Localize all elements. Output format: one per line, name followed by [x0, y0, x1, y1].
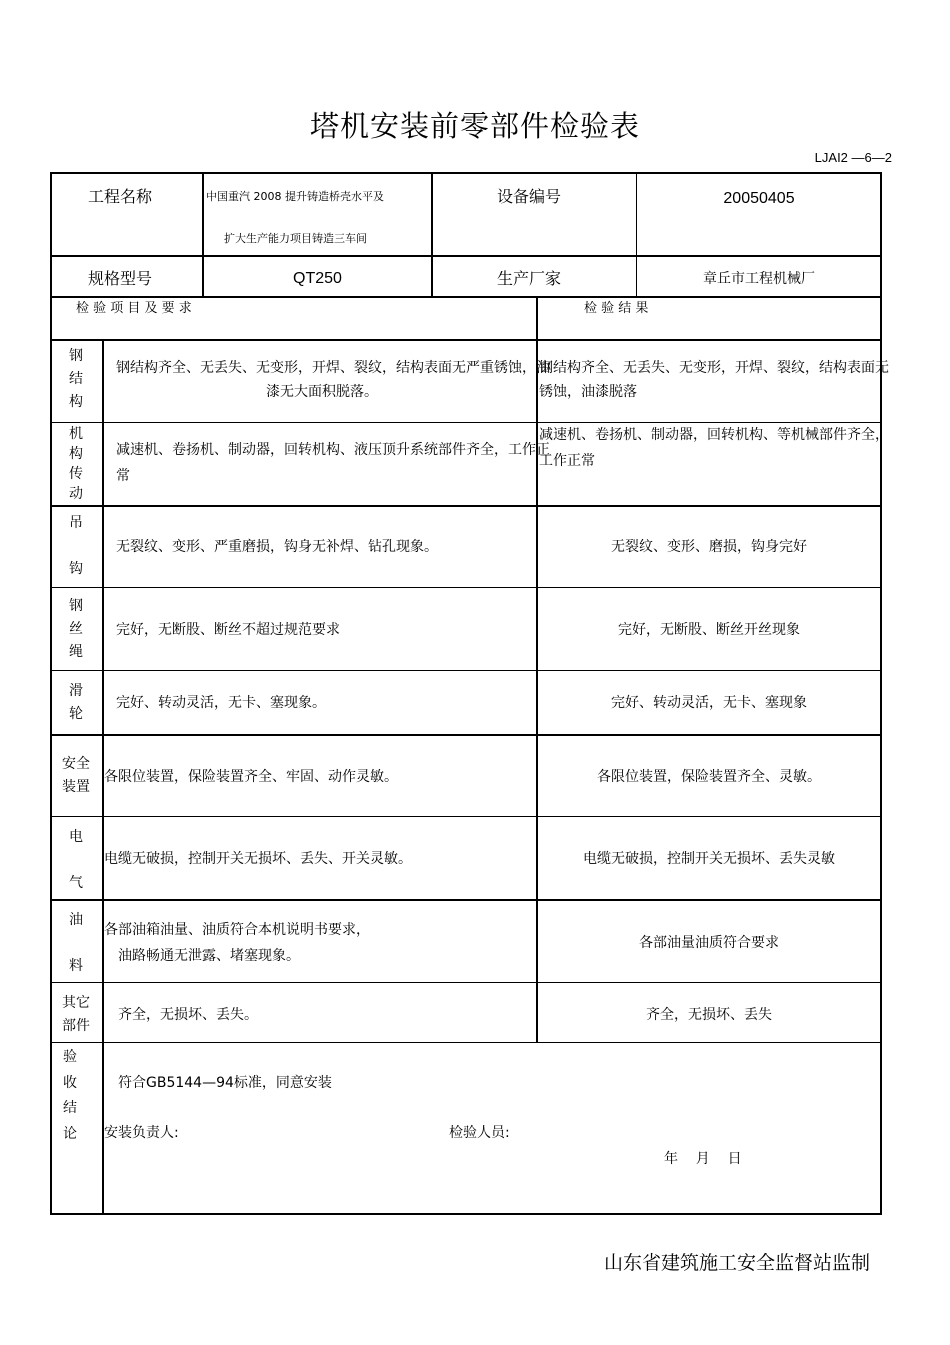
- row-result: 完好，无断股、断丝开丝现象: [618, 622, 800, 638]
- date-label: 年 月 日: [664, 1151, 742, 1167]
- row-result: 各限位装置，保险装置齐全、灵敏。: [597, 769, 821, 785]
- row-result: 工作正常: [539, 453, 595, 469]
- row-requirement: 完好，无断股、断丝不超过规范要求: [116, 622, 340, 638]
- row-result: 减速机、卷扬机、制动器，回转机构、等机械部件齐全，: [539, 427, 889, 443]
- row-category: 吊 钩: [69, 515, 83, 577]
- row-category: 机 构 传 动: [69, 426, 83, 502]
- project-name-line2: 扩大生产能力项目铸造三车间: [224, 232, 367, 245]
- installer-label: 安装负责人:: [104, 1125, 179, 1141]
- row-category: 钢 丝 绳: [69, 598, 83, 660]
- conclusion-category: 验 收 结 论: [63, 1049, 77, 1142]
- results-header: 检 验 结 果: [584, 301, 649, 316]
- conclusion-text: 符合GB5144—94标准，同意安装: [118, 1075, 332, 1091]
- row-requirement: 完好、转动灵活，无卡、塞现象。: [116, 695, 326, 711]
- project-name-line1: 中国重汽 2008 提升铸造桥壳水平及: [206, 190, 384, 203]
- row-category: 电 气: [69, 829, 83, 891]
- row-category: 安全 装置: [62, 756, 90, 795]
- requirements-header: 检 验 项 目 及 要 求: [76, 301, 192, 316]
- row-result: 无裂纹、变形、磨损，钩身完好: [611, 539, 807, 555]
- row-requirement: 常: [116, 468, 130, 484]
- footer-issuer: 山东省建筑施工安全监督站监制: [603, 1252, 870, 1274]
- row-result: 完好、转动灵活，无卡、塞现象: [611, 695, 807, 711]
- row-category: 其它 部件: [62, 995, 90, 1034]
- row-requirement: 无裂纹、变形、严重磨损，钩身无补焊、钻孔现象。: [116, 539, 438, 555]
- row-requirement: 电缆无破损，控制开关无损坏、丢失、开关灵敏。: [104, 851, 412, 867]
- model-label: 规格型号: [88, 269, 153, 288]
- model-value: QT250: [293, 270, 342, 287]
- row-result: 钢结构齐全、无丢失、无变形，开焊、裂纹，结构表面无: [539, 360, 889, 376]
- inspector-label: 检验人员:: [449, 1125, 510, 1141]
- manufacturer-value: 章丘市工程机械厂: [703, 271, 815, 287]
- form-code: LJAI2 —6—2: [814, 150, 892, 165]
- row-result: 齐全，无损坏、丢失: [646, 1007, 772, 1023]
- row-requirement: 钢结构齐全、无丢失、无变形，开焊、裂纹，结构表面无严重锈蚀，油: [116, 360, 550, 376]
- row-requirement: 各部油箱油量、油质符合本机说明书要求，: [104, 922, 370, 938]
- row-requirement: 漆无大面积脱落。: [266, 384, 378, 400]
- page-title: 塔机安装前零部件检验表: [309, 109, 640, 143]
- row-requirement: 齐全，无损坏、丢失。: [118, 1007, 258, 1023]
- row-result: 各部油量油质符合要求: [639, 935, 779, 951]
- row-requirement: 减速机、卷扬机、制动器，回转机构、液压顶升系统部件齐全，工作正: [116, 442, 550, 458]
- project-name-label: 工程名称: [88, 187, 153, 206]
- row-result: 电缆无破损，控制开关无损坏、丢失灵敏: [583, 851, 835, 867]
- manufacturer-label: 生产厂家: [497, 269, 562, 288]
- row-requirement: 油路畅通无泄露、堵塞现象。: [118, 948, 300, 964]
- device-no-label: 设备编号: [497, 187, 562, 206]
- row-category: 滑 轮: [69, 683, 83, 722]
- row-category: 钢 结 构: [69, 348, 83, 410]
- row-category: 油 料: [69, 912, 83, 974]
- row-requirement: 各限位装置，保险装置齐全、牢固、动作灵敏。: [104, 769, 398, 785]
- row-result: 锈蚀，油漆脱落: [539, 384, 637, 400]
- device-no-value: 20050405: [723, 190, 795, 207]
